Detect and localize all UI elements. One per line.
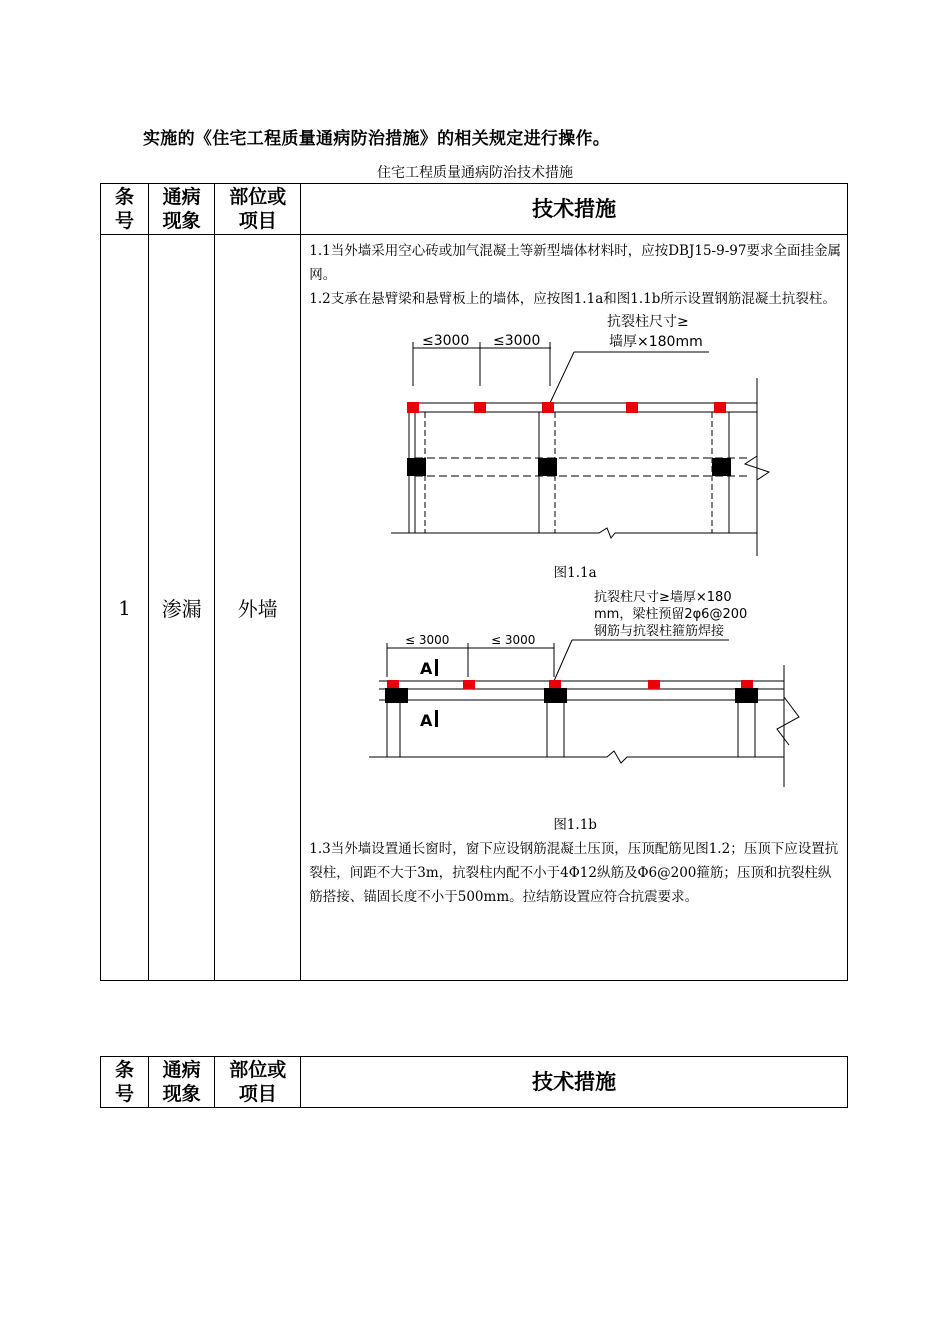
- fig1-dim-1: ≤3000: [422, 333, 470, 349]
- row-tech: [301, 235, 848, 981]
- table-caption: 住宅工程质量通病防治技术措施: [377, 165, 573, 181]
- header-part: 部位或 项目: [215, 1057, 301, 1108]
- tech-para-2: 1.2支承在悬臂梁和悬臂板上的墙体，应按图1.1a和图1.1b所示设置钢筋混凝土抗裂柱。: [309, 291, 836, 307]
- measures-table: [100, 183, 848, 981]
- intro-text: 实施的《住宅工程质量通病防治措施》的相关规定进行操作。: [143, 129, 611, 149]
- row-number: 1: [101, 235, 149, 981]
- fig1-note-2: 墙厚×180mm: [609, 334, 703, 350]
- table-header-row: [101, 1057, 848, 1108]
- measures-table-continued: [100, 1056, 848, 1108]
- fig2-dim-1: ≤ 3000: [405, 633, 450, 647]
- figure-1-1b-caption: 图1.1b: [553, 817, 597, 833]
- row-issue: 渗漏: [149, 235, 215, 981]
- fig2-black-column: [735, 688, 758, 703]
- fig2-red-column: [549, 680, 561, 689]
- fig2-black-column: [385, 688, 408, 703]
- header-num: 条 号: [101, 1057, 149, 1108]
- table-header-row: [101, 184, 848, 235]
- fig2-dim-2: ≤ 3000: [491, 633, 536, 647]
- fig1-red-column: [474, 402, 486, 413]
- header-part: 部位或 项目: [215, 184, 301, 235]
- tech-para-1: 1.1当外墙采用空心砖或加气混凝土等新型墙体材料时，应按DBJ15-9-97要求全面挂金属网。: [309, 243, 841, 283]
- fig1-black-column: [712, 458, 731, 476]
- header-tech: 技术措施: [301, 184, 848, 235]
- fig1-red-column: [626, 402, 638, 413]
- fig1-dim-2: ≤3000: [493, 333, 541, 349]
- header-tech: 技术措施: [301, 1057, 848, 1108]
- fig2-red-column: [463, 680, 475, 689]
- fig2-red-column: [387, 680, 399, 689]
- table-row: [101, 235, 848, 981]
- fig1-black-column: [538, 458, 557, 476]
- fig1-red-column: [542, 402, 554, 413]
- fig2-section-label-bottom: A: [420, 711, 433, 730]
- header-num: 条 号: [101, 184, 149, 235]
- fig1-note-1: 抗裂柱尺寸≥: [607, 314, 689, 330]
- header-issue: 通病 现象: [149, 184, 215, 235]
- tech-para-3: 1.3当外墙设置通长窗时，窗下应设钢筋混凝土压顶，压顶配筋见图1.2；压顶下应设置抗裂柱，间距不大于3m，抗裂柱内配不小于4Φ12纵筋及Φ6@200箍筋；压顶和抗裂柱纵筋搭接、锚固长度不小于500mm。拉结筋设置应符合抗震要求。: [309, 841, 839, 905]
- fig2-note-2: mm，梁柱预留2φ6@200: [594, 607, 748, 622]
- figure-1-1a-caption: 图1.1a: [553, 565, 597, 581]
- fig2-note-3: 钢筋与抗裂柱箍筋焊接: [594, 624, 725, 639]
- fig2-red-column: [741, 680, 753, 689]
- fig1-red-column: [714, 402, 726, 413]
- fig2-red-column: [648, 680, 660, 689]
- figure-1-1b: [309, 585, 841, 813]
- fig2-section-label-top: A: [420, 659, 433, 678]
- fig1-red-column: [407, 402, 419, 413]
- fig2-black-column: [544, 688, 567, 703]
- figure-1-1a: [309, 311, 841, 561]
- header-issue: 通病 现象: [149, 1057, 215, 1108]
- fig1-black-column: [407, 458, 426, 476]
- fig2-note-1: 抗裂柱尺寸≥墙厚×180: [594, 590, 732, 605]
- row-part: 外墙: [215, 235, 301, 981]
